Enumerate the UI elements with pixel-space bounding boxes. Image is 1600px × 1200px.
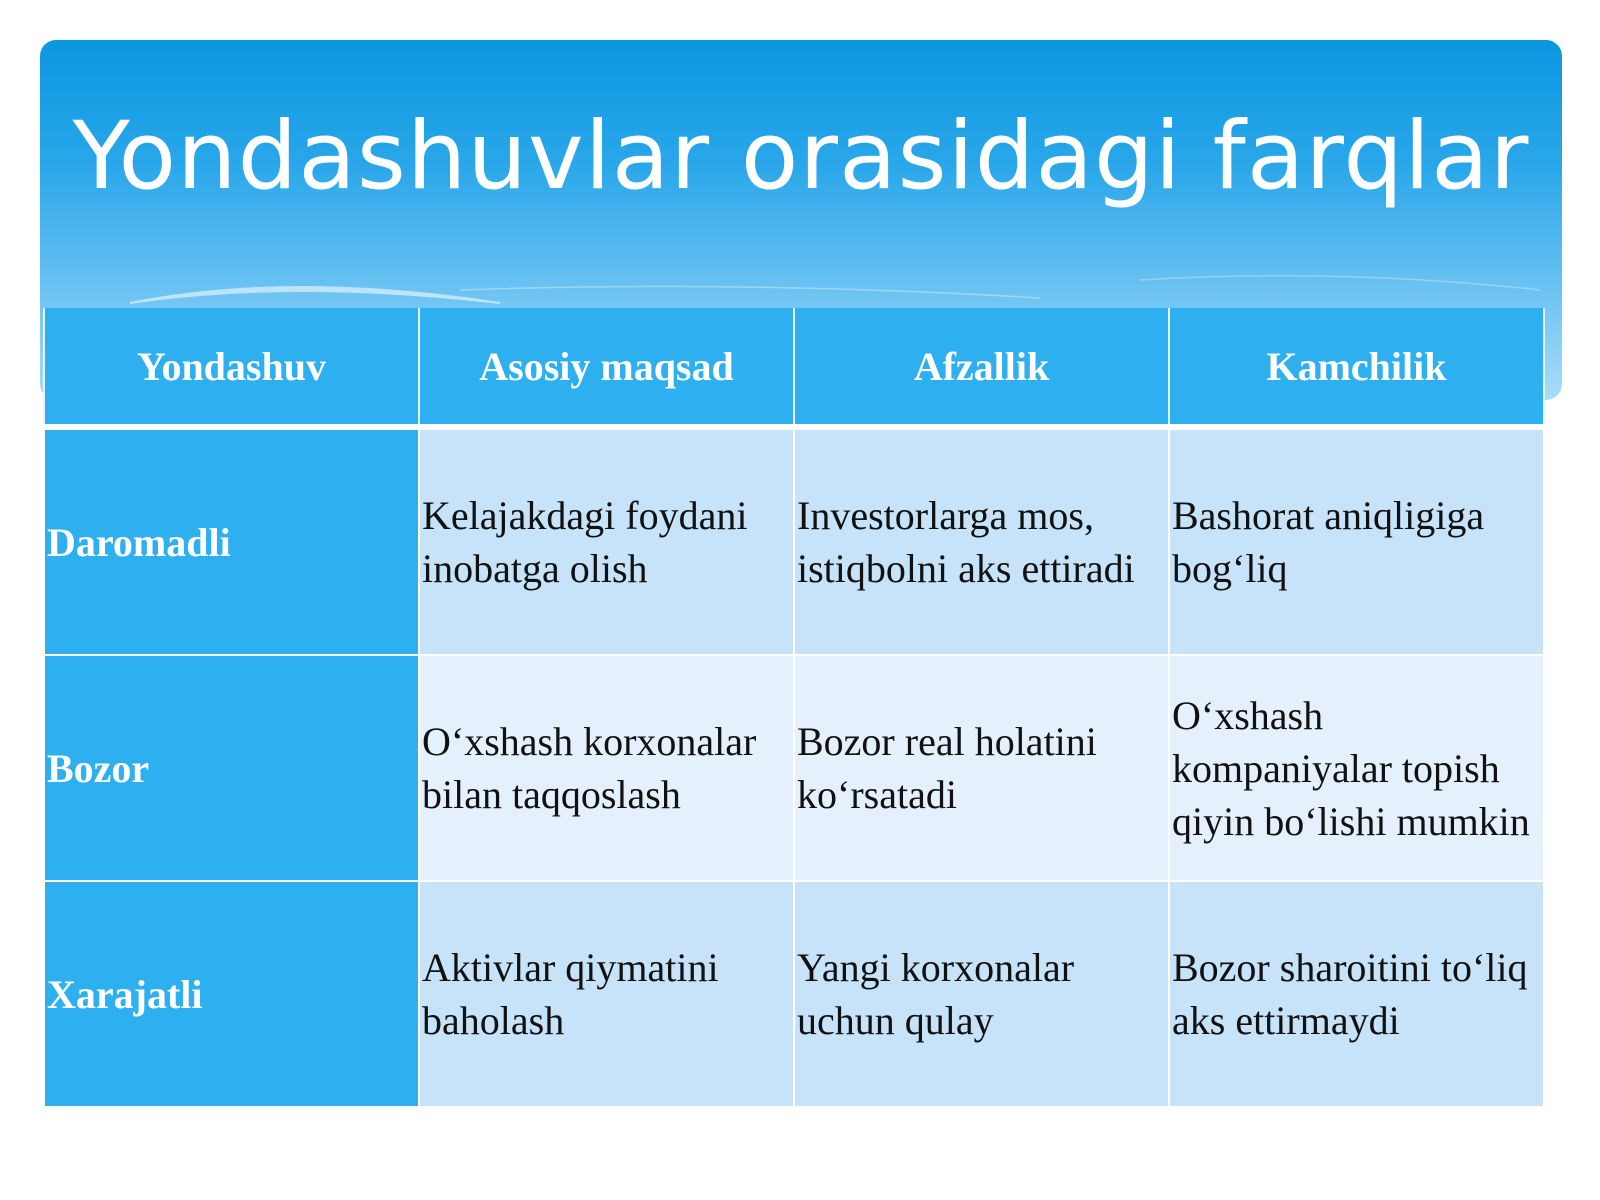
row-approach-name: Xarajatli bbox=[44, 881, 419, 1107]
header-advantage: Afzallik bbox=[794, 308, 1169, 427]
row-advantage: Investorlarga mos, istiqbolni aks ettiradi bbox=[794, 427, 1169, 655]
row-disadvantage: Bashorat aniqligiga bog‘liq bbox=[1169, 427, 1544, 655]
row-goal: Kelajakdagi foydani inobatga olish bbox=[419, 427, 794, 655]
row-advantage: Bozor real holatini ko‘rsatadi bbox=[794, 655, 1169, 881]
row-approach-name: Bozor bbox=[44, 655, 419, 881]
table-row bbox=[44, 655, 1544, 881]
table-header-row bbox=[44, 308, 1544, 427]
comparison-table-wrapper bbox=[43, 308, 1543, 1108]
row-approach-name: Daromadli bbox=[44, 427, 419, 655]
header-disadvantage: Kamchilik bbox=[1169, 308, 1544, 427]
comparison-table bbox=[43, 308, 1545, 1108]
header-main-goal: Asosiy maqsad bbox=[419, 308, 794, 427]
row-advantage: Yangi korxonalar uchun qulay bbox=[794, 881, 1169, 1107]
slide-title: Yondashuvlar orasidagi farqlar bbox=[72, 102, 1530, 211]
table-row bbox=[44, 427, 1544, 655]
table-row bbox=[44, 881, 1544, 1107]
row-disadvantage: O‘xshash kompaniyalar topish qiyin bo‘lishi mumkin bbox=[1169, 655, 1544, 881]
row-disadvantage: Bozor sharoitini to‘liq aks ettirmaydi bbox=[1169, 881, 1544, 1107]
row-goal: O‘xshash korxonalar bilan taqqoslash bbox=[419, 655, 794, 881]
header-approach: Yondashuv bbox=[44, 308, 419, 427]
row-goal: Aktivlar qiymatini baholash bbox=[419, 881, 794, 1107]
